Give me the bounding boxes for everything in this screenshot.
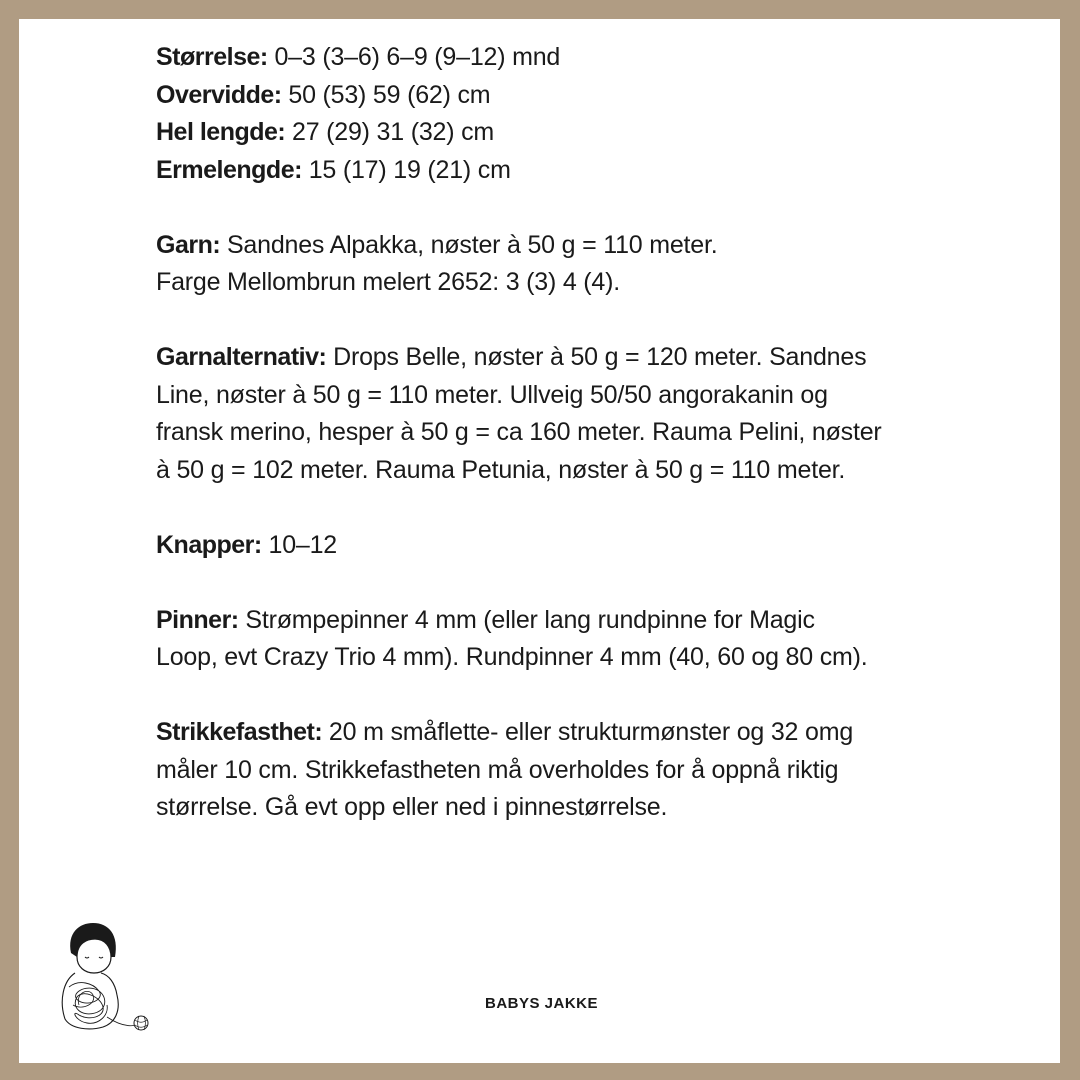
spec-sleeve-label: Ermelengde: [156,155,302,184]
spec-size [156,39,956,77]
buttons-section [156,527,956,565]
size-specs [156,39,956,189]
knitting-child-icon [49,917,149,1035]
buttons-label: Knapper: [156,530,262,559]
yarn-line-1 [156,227,956,265]
pattern-page [19,19,1060,1063]
gauge-section [156,714,956,827]
gauge-line-1 [156,714,956,752]
yarn-label: Garn: [156,230,221,259]
yarn-text-2: Farge Mellombrun melert 2652: 3 (3) 4 (4). [156,268,621,296]
gauge-label: Strikkefasthet: [156,718,323,746]
buttons-line [156,527,956,565]
spec-size-label: Størrelse: [156,43,268,71]
needles-section [156,602,956,677]
spec-chest-value: 50 (53) 59 (62) cm [288,80,491,109]
yarn-alt-line-1 [156,339,956,377]
yarn-text-1: Sandnes Alpakka, nøster à 50 g = 110 meter. [226,230,718,259]
pattern-title: BABYS JAKKE [485,995,599,1012]
buttons-value: 10–12 [268,530,338,559]
yarn-alt-text-3: fransk merino, hesper à 50 g = ca 160 meter. Rauma Pelini, nøster [156,418,882,446]
spec-size-value: 0–3 (3–6) 6–9 (9–12) mnd [274,43,561,71]
needles-text-1: Strømpepinner 4 mm (eller lang rundpinne for Magic [245,605,815,634]
needles-line-1 [156,602,956,640]
yarn-alt-text-1: Drops Belle, nøster à 50 g = 120 meter. Sandnes [333,343,867,371]
spec-sleeve [156,152,956,190]
yarn-alt-text-4: à 50 g = 102 meter. Rauma Petunia, nøster à 50 g = 110 meter. [156,455,846,484]
spec-length [156,114,956,152]
yarn-alternative-section [156,339,956,489]
yarn-alt-text-2: Line, nøster à 50 g = 110 meter. Ullveig 50/50 angorakanin og [156,380,828,409]
spec-length-value: 27 (29) 31 (32) cm [292,118,495,146]
spec-chest [156,77,956,115]
pattern-details [156,39,956,864]
needles-label: Pinner: [156,605,239,634]
spec-sleeve-value: 15 (17) 19 (21) cm [308,155,511,184]
spec-length-label: Hel lengde: [156,118,286,146]
needles-text-2: Loop, evt Crazy Trio 4 mm). Rundpinner 4 mm (40, 60 og 80 cm). [156,643,868,671]
yarn-section [156,227,956,302]
yarn-alt-label: Garnalternativ: [156,343,327,371]
gauge-text-2: måler 10 cm. Strikkefastheten må overholdes for å oppnå riktig [156,755,839,784]
gauge-text-3: størrelse. Gå evt opp eller ned i pinnestørrelse. [156,793,668,821]
gauge-text-1: 20 m småflette- eller strukturmønster og 32 omg [328,718,854,746]
spec-chest-label: Overvidde: [156,80,282,109]
